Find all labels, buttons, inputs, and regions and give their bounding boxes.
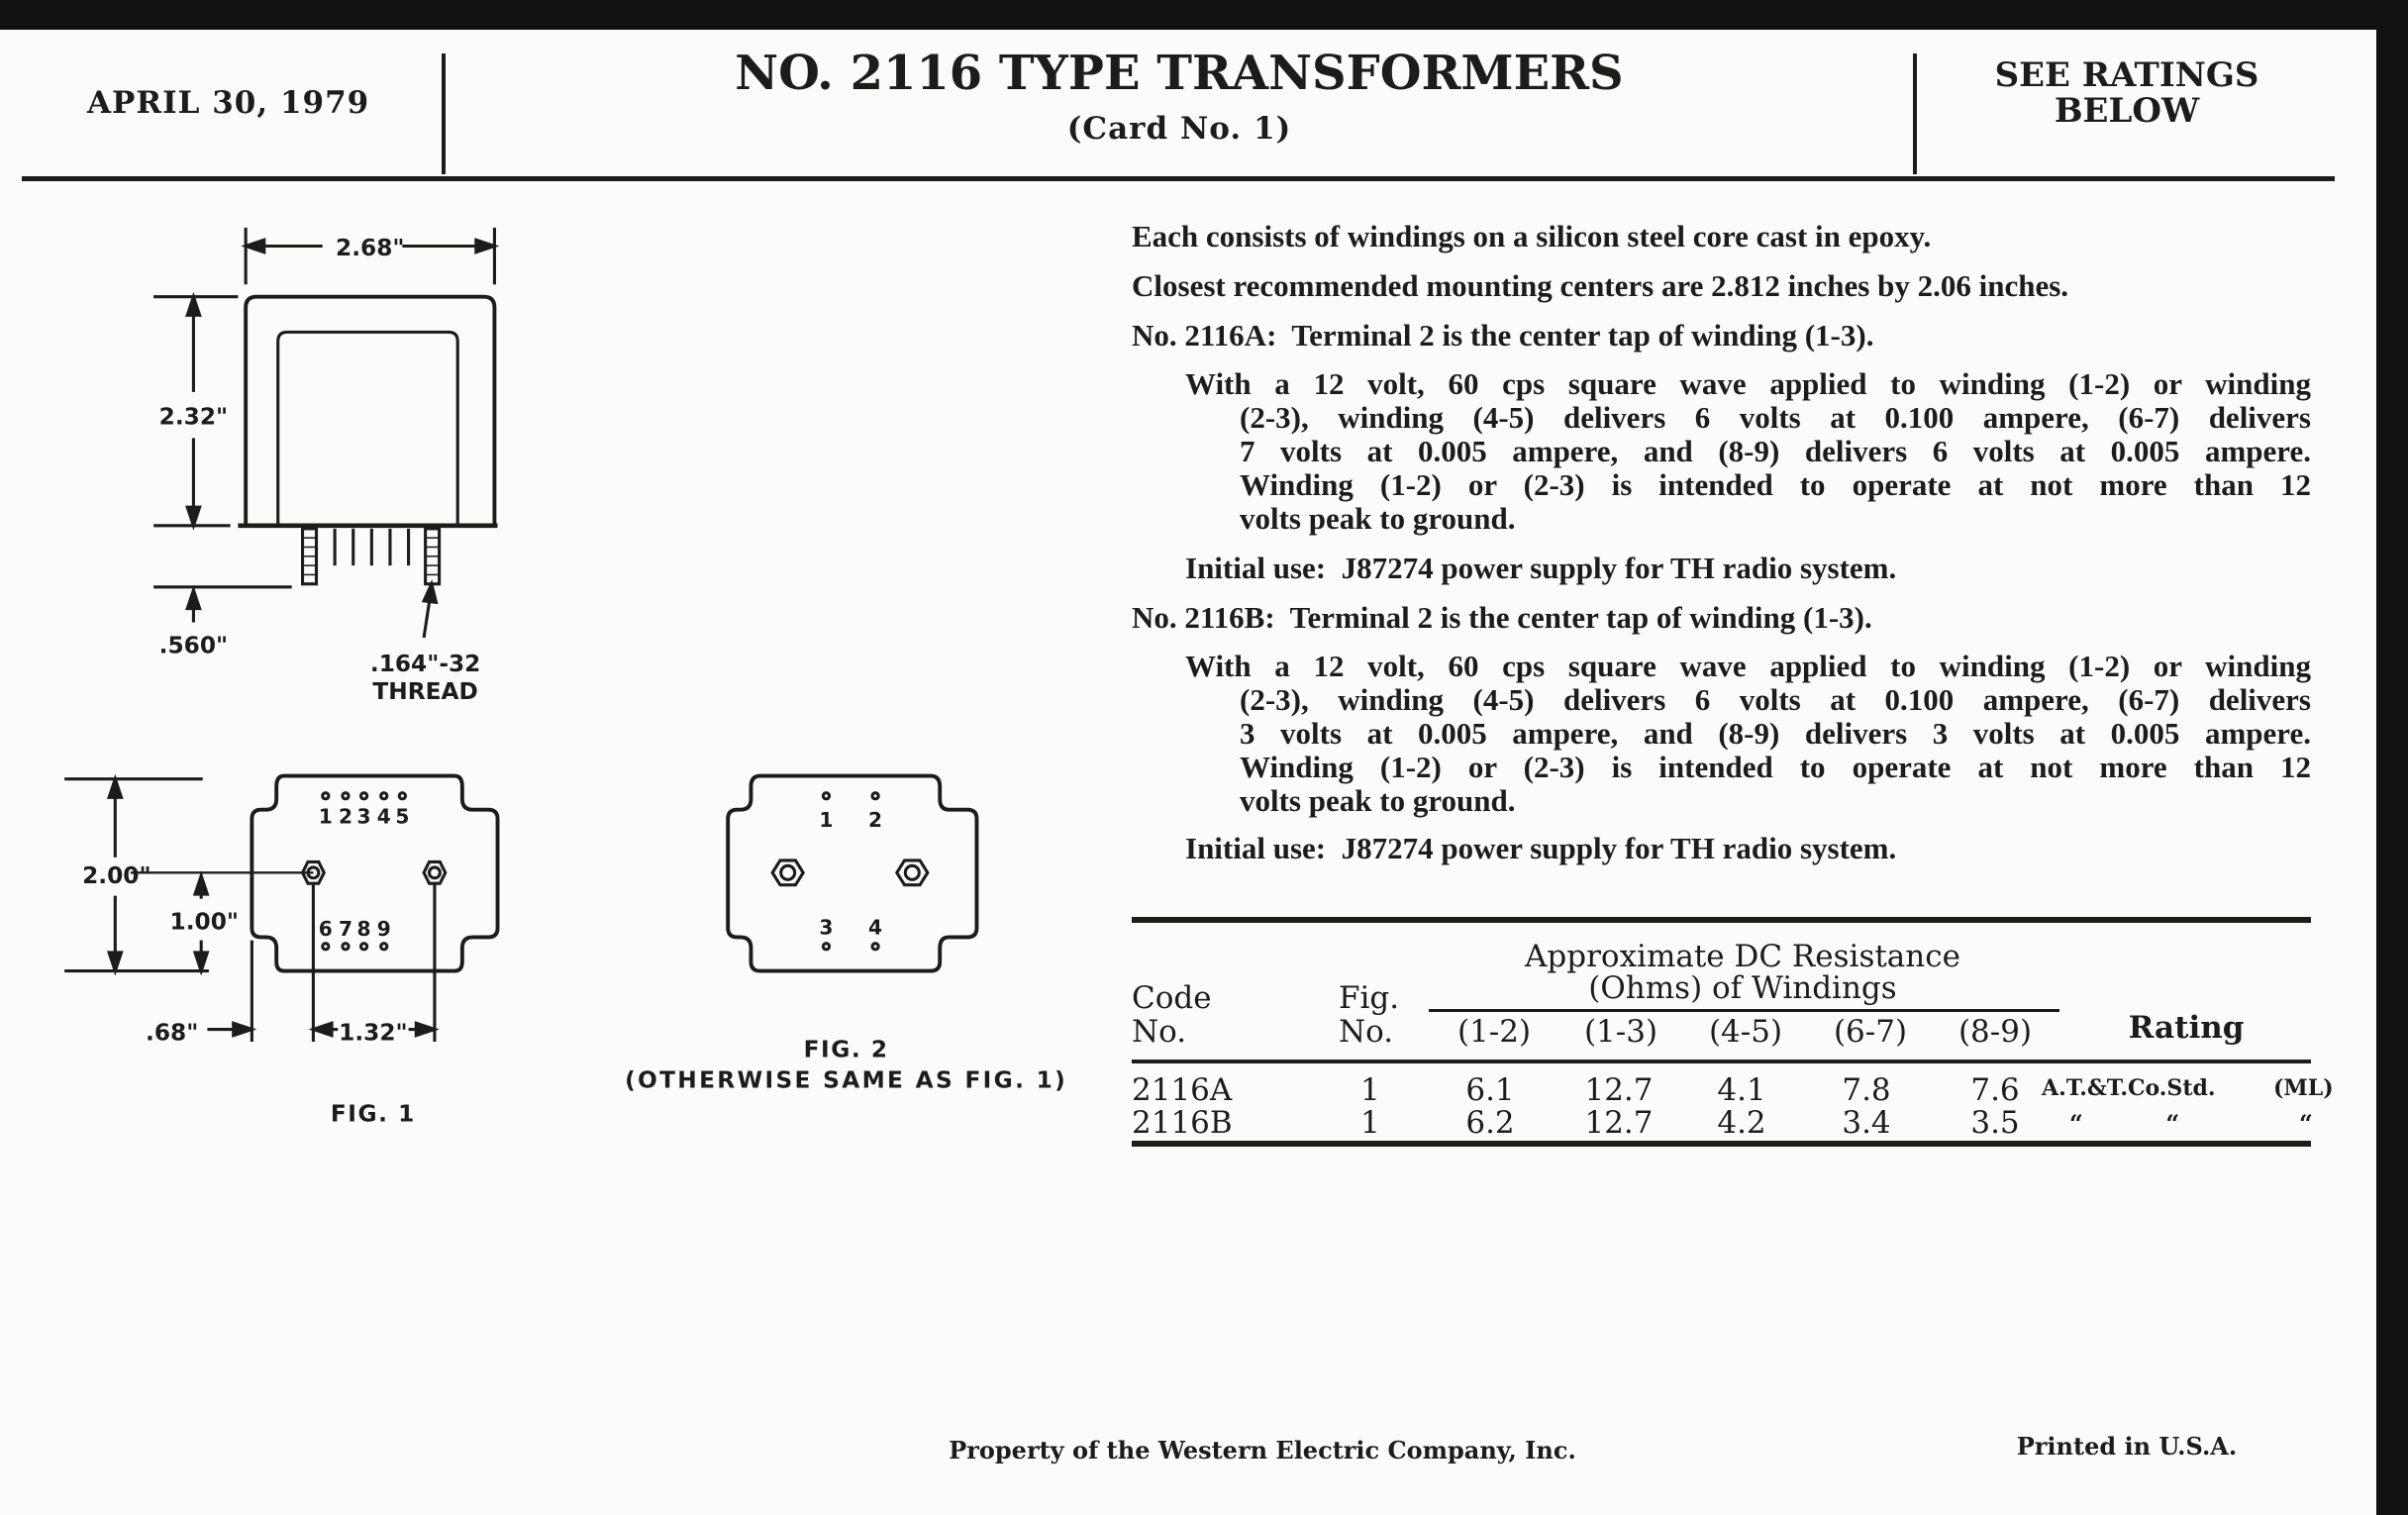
desc-2116a-line: 7 volts at 0.005 ampere, and (8-9) delivers 6 volts at 0.005 ampere. (1240, 434, 2311, 468)
pin-label: 7 (338, 916, 352, 941)
row-fig: 1 (1360, 1105, 1380, 1141)
desc-2116a-use: Initial use: J87274 power supply for TH radio system. (1185, 551, 1897, 585)
desc-2116b-line: 3 volts at 0.005 ampere, and (8-9) delivers 3 volts at 0.005 ampere. (1240, 716, 2311, 751)
pin-label: 9 (376, 916, 391, 941)
desc-line-1: Each consists of windings on a silicon steel core cast in epoxy. (1132, 219, 1932, 253)
row-rating-suffix: (ML) (2273, 1075, 2334, 1101)
table-header-rule (1132, 1060, 2311, 1063)
group-header-rule (1429, 1009, 2059, 1012)
ratings-note-line1: SEE RATINGS (1994, 55, 2259, 95)
row-value: 12.7 (1584, 1072, 1654, 1108)
code-header-2: No. (1132, 1014, 1187, 1050)
pin-label: 1 (819, 807, 834, 832)
dimension-lines-top (153, 228, 494, 638)
fig2-caption: FIG. 2 (803, 1036, 889, 1063)
group-header-1: Approximate DC Resistance (1525, 939, 1960, 974)
row-value: 4.2 (1717, 1105, 1766, 1141)
winding-header: (1-3) (1583, 1014, 1658, 1050)
fig-header-2: No. (1339, 1014, 1394, 1050)
rating-header: Rating (2128, 1010, 2245, 1046)
table-top-rule (1132, 917, 2311, 923)
fig1-caption: FIG. 1 (330, 1100, 416, 1128)
fig1-pin-labels (319, 805, 882, 941)
desc-2116b-line: Winding (1-2) or (2-3) is intended to operate at not more than 12 (1240, 750, 2311, 784)
pin-label: 5 (395, 804, 410, 829)
dim-width: 2.68" (336, 234, 405, 261)
footer-property: Property of the Western Electric Company, Inc. (949, 1436, 1576, 1464)
fig2-note: (OTHERWISE SAME AS FIG. 1) (625, 1066, 1068, 1094)
pin-label: 2 (868, 807, 883, 832)
row-rating-suffix: “ (2299, 1109, 2313, 1138)
desc-2116a-line: (2-3), winding (4-5) delivers 6 volts at 0.100 ampere, (6-7) delivers (1240, 400, 2311, 435)
desc-2116a-heading: No. 2116A: Terminal 2 is the center tap of winding (1-3). (1132, 318, 1874, 353)
group-header-2: (Ohms) of Windings (1588, 970, 1897, 1006)
dim-thread: .164"-32 (369, 651, 481, 678)
pin-label: 4 (868, 915, 883, 940)
row-value: 6.1 (1465, 1072, 1515, 1108)
card-number: (Card No. 1) (1066, 111, 1292, 147)
winding-header: (1-2) (1456, 1014, 1532, 1050)
pin-label: 3 (356, 804, 371, 829)
desc-2116b-line: volts peak to ground. (1240, 783, 1516, 818)
dim-thread-label: THREAD (372, 678, 478, 706)
dim-center-height: 1.00" (169, 908, 240, 936)
pin-label: 3 (819, 915, 834, 940)
winding-header: (6-7) (1833, 1014, 1908, 1050)
pin-label: 4 (376, 804, 391, 829)
desc-2116a-line: Winding (1-2) or (2-3) is intended to operate at not more than 12 (1240, 467, 2311, 502)
table-bottom-rule (1132, 1141, 2311, 1147)
desc-2116b-line: (2-3), winding (4-5) delivers 6 volts at 0.100 ampere, (6-7) delivers (1240, 682, 2311, 717)
row-value: 12.7 (1584, 1105, 1654, 1141)
dim-spacing: 1.32" (339, 1019, 408, 1047)
row-rating: “ “ (2069, 1109, 2180, 1138)
page-title: NO. 2116 TYPE TRANSFORMERS (735, 46, 1624, 101)
row-value: 7.8 (1842, 1072, 1891, 1108)
row-code: 2116A (1132, 1072, 1233, 1108)
transformer-bottom-view-fig2 (728, 776, 976, 971)
desc-2116b-use: Initial use: J87274 power supply for TH radio system. (1185, 831, 1897, 865)
desc-line-2: Closest recommended mounting centers are 2.812 inches by 2.06 inches. (1132, 268, 2069, 303)
dim-offset: .68" (146, 1019, 199, 1047)
row-rating: A.T.&T.Co.Std. (2042, 1075, 2216, 1101)
pin-label: 8 (356, 916, 371, 941)
ratings-note-line2: BELOW (2054, 91, 2200, 131)
dim-height: 2.32" (158, 403, 229, 431)
row-value: 3.4 (1842, 1105, 1891, 1141)
pin-label: 2 (338, 804, 352, 829)
card-date: APRIL 30, 1979 (87, 85, 370, 121)
winding-header: (4-5) (1708, 1014, 1783, 1050)
row-fig: 1 (1360, 1072, 1380, 1108)
desc-2116a-line: With a 12 volt, 60 cps square wave applied to winding (1-2) or winding (1185, 366, 2311, 401)
desc-2116b-line: With a 12 volt, 60 cps square wave applied to winding (1-2) or winding (1185, 649, 2311, 683)
dim-base-height: 2.00" (82, 862, 151, 890)
dim-pin-length: .560" (158, 632, 229, 659)
row-value: 4.1 (1717, 1072, 1766, 1108)
desc-2116b-heading: No. 2116B: Terminal 2 is the center tap of winding (1-3). (1132, 600, 1872, 635)
pin-label: 1 (318, 804, 333, 829)
desc-2116a-line: volts peak to ground. (1240, 501, 1516, 536)
fig-header-1: Fig. (1339, 980, 1400, 1016)
row-value: 7.6 (1970, 1072, 2020, 1108)
transformer-side-view (238, 297, 497, 584)
winding-header: (8-9) (1957, 1014, 2033, 1050)
row-code: 2116B (1132, 1105, 1233, 1141)
row-value: 6.2 (1465, 1105, 1515, 1141)
code-header-1: Code (1132, 980, 1212, 1016)
footer-printed: Printed in U.S.A. (2016, 1432, 2238, 1461)
row-value: 3.5 (1970, 1105, 2020, 1141)
pin-label: 6 (318, 916, 333, 941)
